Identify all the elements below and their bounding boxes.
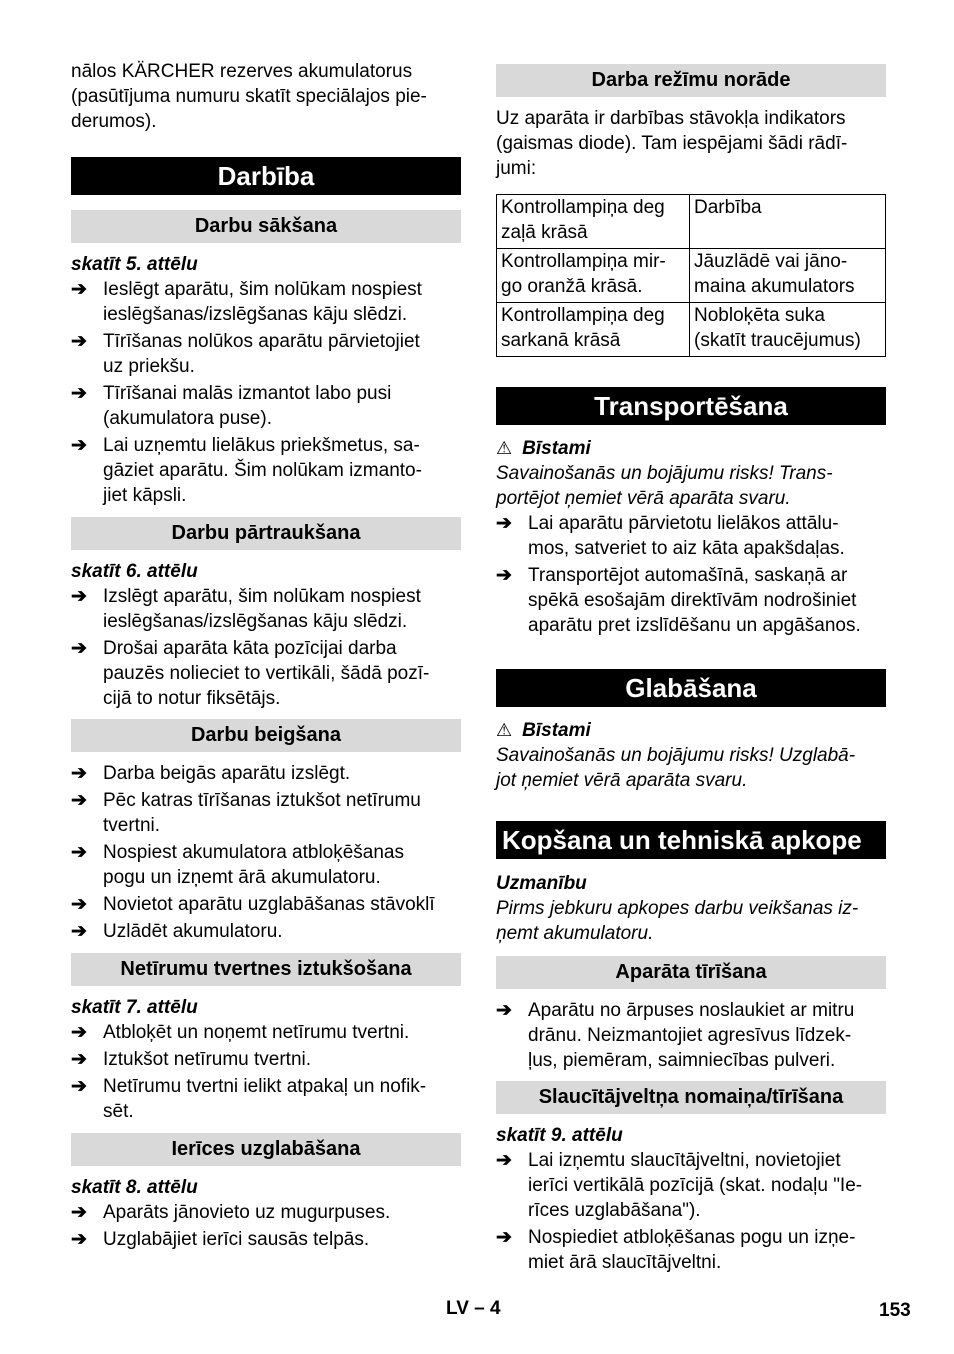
- table-cell: Kontrollampiņa mir- go oranžā krāsā.: [497, 249, 690, 303]
- finish-section: [71, 761, 461, 944]
- warning-triangle-icon: ⚠: [496, 438, 513, 458]
- section-heading-operation: Darbība: [71, 157, 461, 195]
- section-heading-keeping: Glabāšana: [496, 669, 886, 707]
- arrow-right-icon: ➔: [71, 331, 87, 352]
- arrow-right-icon: ➔: [71, 790, 87, 811]
- arrow-right-icon: ➔: [71, 435, 87, 456]
- intro-line: nālos KÄRCHER rezerves akumulatorus: [71, 61, 413, 82]
- list-item: ➔ Transportējot automašīnā, saskaņā ar spēkā esošajām direktīvām nodrošiniet aparātu pret izslīdēšanu un apgāšanos.: [496, 565, 861, 636]
- figure-reference: skatīt 8. attēlu: [71, 1177, 198, 1198]
- subheading-storage: Ierīces uzglabāšana: [71, 1133, 461, 1166]
- interrupt-section: [71, 559, 461, 711]
- arrow-right-icon: ➔: [71, 383, 87, 404]
- list-item: ➔ Aparāts jānovieto uz mugurpuses.: [71, 1202, 391, 1223]
- care-caution: Uzmanību Pirms jebkuru apkopes darbu veikšanas iz- ņemt akumulatoru.: [496, 871, 886, 946]
- arrow-right-icon: ➔: [71, 894, 87, 915]
- list-item: ➔ Izslēgt aparātu, šim nolūkam nospiest ieslēgšanas/izslēgšanas kāju slēdzi.: [71, 586, 421, 632]
- start-section: [71, 252, 461, 508]
- warning-triangle-icon: ⚠: [496, 720, 513, 740]
- list-item: ➔ Pēc katras tīrīšanas iztukšot netīrumu tvertni.: [71, 790, 421, 836]
- modes-intro: Uz aparāta ir darbības stāvokļa indikators (gaismas diode). Tam iespējami šādi rādī- jumi:: [496, 108, 848, 179]
- list-item: ➔ Ieslēgt aparātu, šim nolūkam nospiest ieslēgšanas/izslēgšanas kāju slēdzi.: [71, 279, 422, 325]
- indicator-table: [496, 194, 886, 357]
- figure-reference: skatīt 6. attēlu: [71, 561, 198, 582]
- figure-reference: skatīt 9. attēlu: [496, 1125, 623, 1146]
- list-item: ➔ Darba beigās aparātu izslēgt.: [71, 763, 351, 784]
- arrow-right-icon: ➔: [71, 842, 87, 863]
- table-cell: Kontrollampiņa deg sarkanā krāsā: [497, 303, 690, 357]
- arrow-right-icon: ➔: [71, 638, 87, 659]
- arrow-right-icon: ➔: [71, 1022, 87, 1043]
- transport-section: ⚠ Bīstami Savainošanās un bojājumu risks! Trans- portējot ņemiet vērā aparāta svaru. ➔ Lai aparātu pārvietotu lielākos attālu- mos, satveriet to aiz kāta apakšdaļas. ➔ Transportējot automašīnā, saskaņā ar spēkā esošajām direktīvām nodrošiniet aparātu pret izslīdēšanu un apgāšanos.: [496, 436, 886, 638]
- keeping-section: ⚠ Bīstami Savainošanās un bojājumu risks! Uzglabā- jot ņemiet vērā aparāta svaru.: [496, 718, 886, 793]
- arrow-right-icon: ➔: [71, 586, 87, 607]
- table-cell: Kontrollampiņa deg zaļā krāsā: [497, 195, 690, 249]
- intro-line: (pasūtījuma numuru skatīt speciālajos pie-: [71, 86, 427, 107]
- section-heading-care: Kopšana un tehniskā apkope: [496, 821, 886, 859]
- arrow-right-icon: ➔: [71, 763, 87, 784]
- list-item: ➔ Uzglabājiet ierīci sausās telpās.: [71, 1229, 370, 1250]
- figure-reference: skatīt 5. attēlu: [71, 254, 198, 275]
- table-row: [497, 303, 886, 357]
- list-item: ➔ Aparātu no ārpuses noslaukiet ar mitru drānu. Neizmantojiet agresīvus līdzek- ļus, piemēram, saimniecības pulveri.: [496, 1000, 855, 1071]
- table-cell: Darbība: [690, 195, 886, 249]
- arrow-right-icon: ➔: [71, 1076, 87, 1097]
- arrow-right-icon: ➔: [496, 565, 512, 586]
- table-cell: Nobloķēta suka (skatīt traucējumus): [690, 303, 886, 357]
- subheading-roller: Slaucītājveltņa nomaiņa/tīrīšana: [496, 1081, 886, 1114]
- subheading-interrupt: Darbu pārtraukšana: [71, 517, 461, 550]
- list-item: ➔ Drošai aparāta kāta pozīcijai darba pauzēs nolieciet to vertikāli, šādā pozī- cijā to notur fiksētājs.: [71, 638, 430, 709]
- table-cell: Jāuzlādē vai jāno- maina akumulators: [690, 249, 886, 303]
- arrow-right-icon: ➔: [71, 279, 87, 300]
- subheading-cleaning: Aparāta tīrīšana: [496, 956, 886, 989]
- table-row: [497, 249, 886, 303]
- cleaning-section: [496, 998, 886, 1073]
- list-item: ➔ Uzlādēt akumulatoru.: [71, 921, 283, 942]
- empty-section: [71, 995, 461, 1124]
- arrow-right-icon: ➔: [71, 921, 87, 942]
- arrow-right-icon: ➔: [71, 1049, 87, 1070]
- subheading-modes: Darba režīmu norāde: [496, 64, 886, 97]
- subheading-finish: Darbu beigšana: [71, 719, 461, 752]
- list-item: ➔ Netīrumu tvertni ielikt atpakaļ un nofik- sēt.: [71, 1076, 427, 1122]
- list-item: ➔ Novietot aparātu uzglabāšanas stāvoklī: [71, 894, 435, 915]
- section-heading-transport: Transportēšana: [496, 387, 886, 425]
- table-row: [497, 195, 886, 249]
- caution-label: Uzmanību: [496, 873, 587, 894]
- warning-label: ⚠ Bīstami: [496, 720, 591, 741]
- intro-paragraph: [71, 59, 461, 134]
- subheading-start: Darbu sākšana: [71, 210, 461, 243]
- list-item: ➔ Atbloķēt un noņemt netīrumu tvertni.: [71, 1022, 410, 1043]
- list-item: ➔ Tīrīšanas nolūkos aparātu pārvietojiet uz priekšu.: [71, 331, 420, 377]
- storage-section: [71, 1175, 461, 1252]
- list-item: ➔ Tīrīšanai malās izmantot labo pusi (akumulatora puse).: [71, 383, 392, 429]
- arrow-right-icon: ➔: [496, 1227, 512, 1248]
- list-item: ➔ Lai aparātu pārvietotu lielākos attālu- mos, satveriet to aiz kāta apakšdaļas.: [496, 513, 845, 559]
- roller-section: [496, 1123, 886, 1275]
- warning-label: ⚠ Bīstami: [496, 438, 591, 459]
- list-item: ➔ Iztukšot netīrumu tvertni.: [71, 1049, 312, 1070]
- list-item: ➔ Lai uzņemtu lielākus priekšmetus, sa- gāziet aparātu. Šim nolūkam izmanto- jiet kāpsli.: [71, 435, 422, 506]
- arrow-right-icon: ➔: [496, 513, 512, 534]
- subheading-empty-container: Netīrumu tvertnes iztukšošana: [71, 953, 461, 986]
- arrow-right-icon: ➔: [496, 1150, 512, 1171]
- list-item: ➔ Lai izņemtu slaucītājveltni, novietojiet ierīci vertikālā pozīcijā (skat. nodaļu "Ie- rīces uzglabāšana").: [496, 1150, 863, 1221]
- arrow-right-icon: ➔: [71, 1202, 87, 1223]
- arrow-right-icon: ➔: [71, 1229, 87, 1250]
- arrow-right-icon: ➔: [496, 1000, 512, 1021]
- footer-page-number: 153: [879, 1300, 911, 1321]
- footer-language-page: LV – 4: [446, 1298, 501, 1319]
- intro-line: derumos).: [71, 111, 157, 132]
- figure-reference: skatīt 7. attēlu: [71, 997, 198, 1018]
- list-item: ➔ Nospiest akumulatora atbloķēšanas pogu un izņemt ārā akumulatoru.: [71, 842, 405, 888]
- list-item: ➔ Nospiediet atbloķēšanas pogu un izņe- miet ārā slaucītājveltni.: [496, 1227, 856, 1273]
